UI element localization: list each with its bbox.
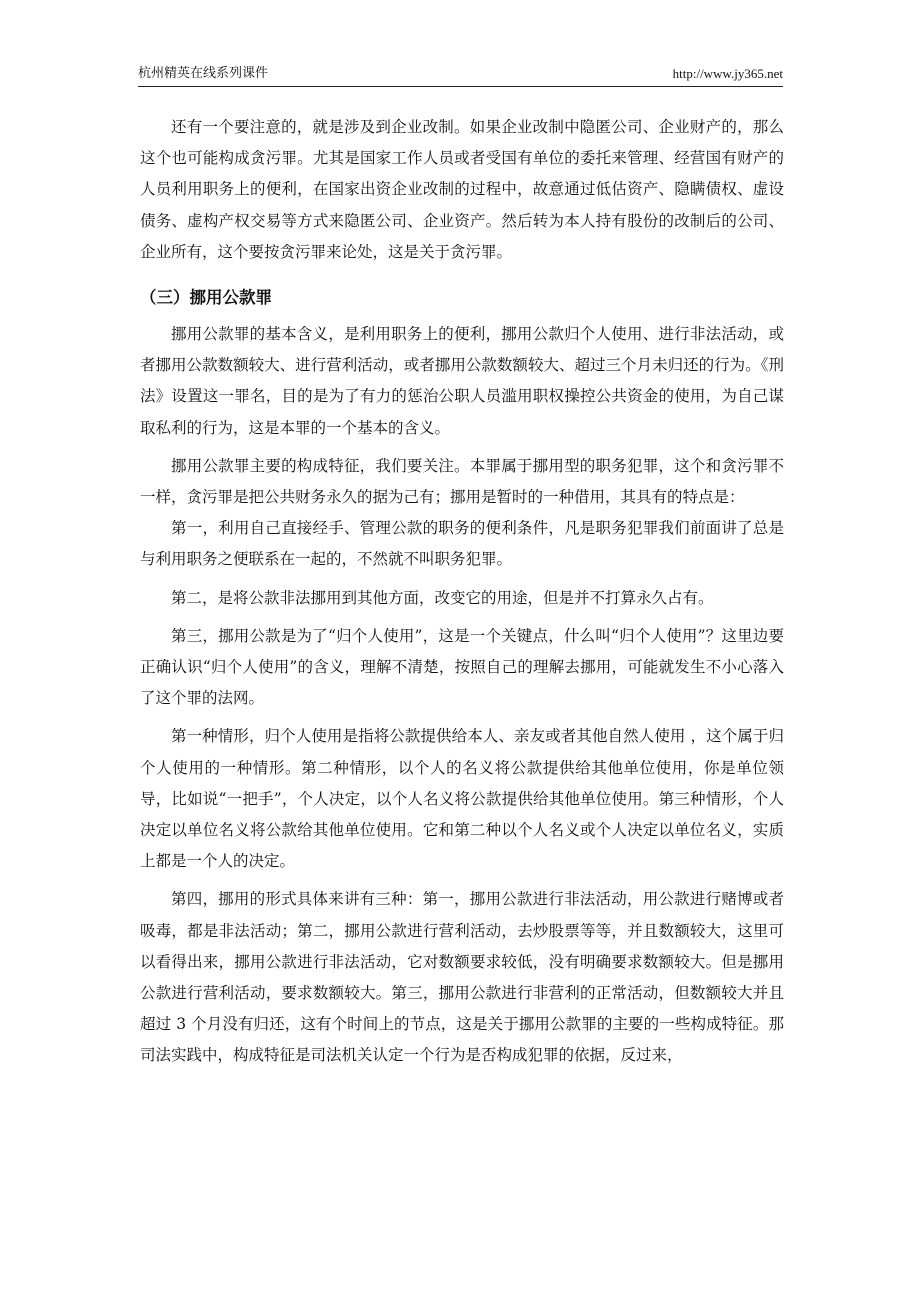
header-course-title: 杭州精英在线系列课件 bbox=[138, 66, 269, 81]
paragraph-enterprise-restructuring: 还有一个要注意的，就是涉及到企业改制。如果企业改制中隐匿公司、企业财产的，那么这个也可能构成贪污罪。尤其是国家工作人员或者受国有单位的委托来管理、经营国有财产的人员利用职务上的便利，在国家出资企业改制的过程中，故意通过低估资产、隐瞒债权、虚设债务、虚构产权交易等方式来隐匿公司、企业资产。然后转为本人持有股份的改制后的公司、企业所有，这个要按贪污罪来论处，这是关于贪污罪。 bbox=[140, 118, 784, 261]
paragraph-point-four: 第四，挪用的形式具体来讲有三种：第一，挪用公款进行非法活动，用公款进行赌博或者吸毒，都是非法活动；第二，挪用公款进行营利活动，去炒股票等等，并且数额较大，这里可以看得出来，挪用公款进行非法活动，它对数额要求较低，没有明确要求数额较大。但是挪用公款进行营利活动，要求数额较大。第三，挪用公款进行非营利的正常活动，但数额较大并且超过 3 个月没有归还，这有个时间上的节点，这是关于挪用公款罪的主要的一些构成特征。那司法实践中，构成特征是司法机关认定一个行为是否构成犯罪的依据，反过来， bbox=[140, 890, 784, 1065]
header-website-url: http://www.jy365.net bbox=[672, 66, 783, 81]
paragraph-point-three: 第三，挪用公款是为了“归个人使用”，这是一个关键点，什么叫“归个人使用”？这里边要正确认识“归个人使用”的含义，理解不清楚，按照自己的理解去挪用，可能就发生不小心落入了这个罪的法网。 bbox=[140, 626, 784, 708]
section-title: （三）挪用公款罪 bbox=[140, 288, 272, 308]
paragraph-point-two: 第二，是将公款非法挪用到其他方面，改变它的用途，但是并不打算永久占有。 bbox=[171, 588, 714, 607]
document-body bbox=[140, 112, 784, 1072]
paragraph-definition: 挪用公款罪的基本含义，是利用职务上的便利，挪用公款归个人使用、进行非法活动，或者挪用公款数额较大、进行营利活动，或者挪用公款数额较大、超过三个月未归还的行为。《刑法》设置这一罪名，目的是为了有力的惩治公职人员滥用职权操控公共资金的使用，为自己谋取私利的行为，这是本罪的一个基本的含义。 bbox=[140, 325, 784, 437]
paragraph-constitutive-features: 挪用公款罪主要的构成特征，我们要关注。本罪属于挪用型的职务犯罪，这个和贪污罪不一样，贪污罪是把公共财务永久的据为己有；挪用是暂时的一种借用，其具有的特点是： bbox=[140, 456, 784, 507]
paragraph-point-one: 第一，利用自己直接经手、管理公款的职务的便利条件，凡是职务犯罪我们前面讲了总是与利用职务之便联系在一起的，不然就不叫职务犯罪。 bbox=[140, 519, 784, 569]
page-header bbox=[138, 64, 783, 87]
paragraph-situations: 第一种情形，归个人使用是指将公款提供给本人、亲友或者其他自然人使用 ，这个属于归个人使用的一种情形。第二种情形，以个人的名义将公款提供给其他单位使用，你是单位领导，比如说“一把手”，个人决定，以个人名义将公款提供给其他单位使用。第三种情形，个人决定以单位名义将公款给其他单位使用。它和第二种以个人名义或个人决定以单位名义，实质上都是一个人的决定。 bbox=[140, 727, 784, 871]
